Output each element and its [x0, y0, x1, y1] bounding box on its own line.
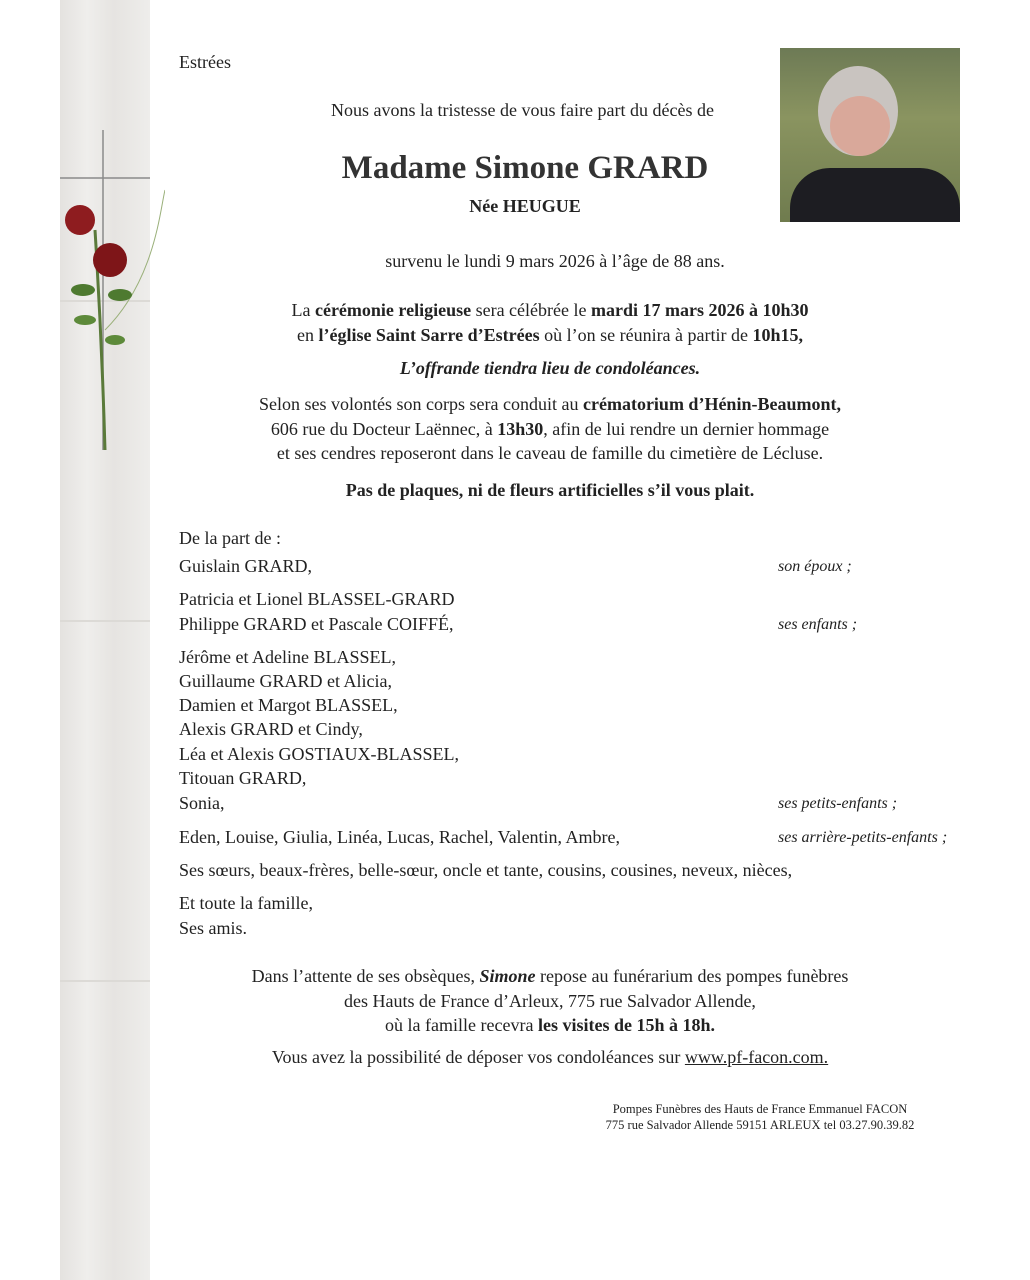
family-member: Patricia et Lionel BLASSEL-GRARD — [179, 589, 455, 609]
footer-line-2: 775 rue Salvador Allende 59151 ARLEUX tel 03.27.90.39.82 — [605, 1118, 915, 1132]
ceremony-line-1: La cérémonie religieuse sera célébrée le mardi 17 mars 2026 à 10h30 — [291, 300, 809, 320]
cremation-line-3: et ses cendres reposeront dans le caveau de famille du cimetière de Lécluse. — [276, 443, 824, 463]
family-member: Léa et Alexis GOSTIAUX-BLASSEL, — [179, 744, 459, 764]
place: Estrées — [179, 52, 231, 72]
family-member: Damien et Margot BLASSEL, — [179, 695, 398, 715]
family-member: Et toute la famille, — [179, 893, 313, 913]
maiden-name: Née HEUGUE — [469, 196, 581, 216]
cremation-line-1: Selon ses volontés son corps sera conduit au crématorium d’Hénin-Beaumont, — [259, 394, 841, 414]
family-member: Alexis GRARD et Cindy, — [179, 719, 363, 739]
family-relation: ses enfants ; — [778, 616, 858, 633]
offering-note: L’offrande tiendra lieu de condoléances. — [399, 358, 701, 378]
cremation-line-2: 606 rue du Docteur Laënnec, à 13h30, afin de lui rendre un dernier hommage — [270, 419, 830, 439]
family-relation: ses arrière-petits-enfants ; — [778, 829, 948, 846]
cross-rose-icon — [55, 130, 165, 460]
website-link[interactable]: www.pf-facon.com. — [684, 1047, 829, 1067]
family-relation: ses petits-enfants ; — [778, 795, 898, 812]
family-member: Jérôme et Adeline BLASSEL, — [179, 647, 396, 667]
family-member: Ses sœurs, beaux-frères, belle-sœur, oncle et tante, cousins, cousines, neveux, nièces, — [179, 860, 793, 880]
condolences-line: Vous avez la possibilité de déposer vos condoléances sur www.pf-facon.com. — [271, 1047, 829, 1067]
family-relation: son époux ; — [778, 558, 852, 575]
family-member: Ses amis. — [179, 918, 248, 938]
deceased-name: Madame Simone GRARD — [341, 150, 709, 186]
family-member: Sonia, — [179, 793, 225, 813]
no-plaques-note: Pas de plaques, ni de fleurs artificielles s’il vous plait. — [345, 480, 755, 500]
family-member: Titouan GRARD, — [179, 768, 307, 788]
rest-line-3: où la famille recevra les visites de 15h à 18h. — [385, 1015, 715, 1035]
family-member: Philippe GRARD et Pascale COIFFÉ, — [179, 614, 454, 634]
rest-line-2: des Hauts de France d’Arleux, 775 rue Salvador Allende, — [344, 991, 756, 1011]
family-member: Guillaume GRARD et Alicia, — [179, 671, 392, 691]
death-info: survenu le lundi 9 mars 2026 à l’âge de 88 ans. — [385, 251, 725, 271]
footer-line-1: Pompes Funèbres des Hauts de France Emmanuel FACON — [612, 1102, 908, 1116]
intro: Nous avons la tristesse de vous faire part du décès de — [331, 100, 714, 120]
family-member: Eden, Louise, Giulia, Linéa, Lucas, Rachel, Valentin, Ambre, — [179, 827, 621, 847]
rest-line-1: Dans l’attente de ses obsèques, Simone repose au funérarium des pompes funèbres — [251, 966, 849, 986]
ceremony-line-2: en l’église Saint Sarre d’Estrées où l’on se réunira à partir de 10h15, — [296, 325, 804, 345]
from-label: De la part de : — [179, 528, 281, 548]
family-member: Guislain GRARD, — [179, 556, 313, 576]
